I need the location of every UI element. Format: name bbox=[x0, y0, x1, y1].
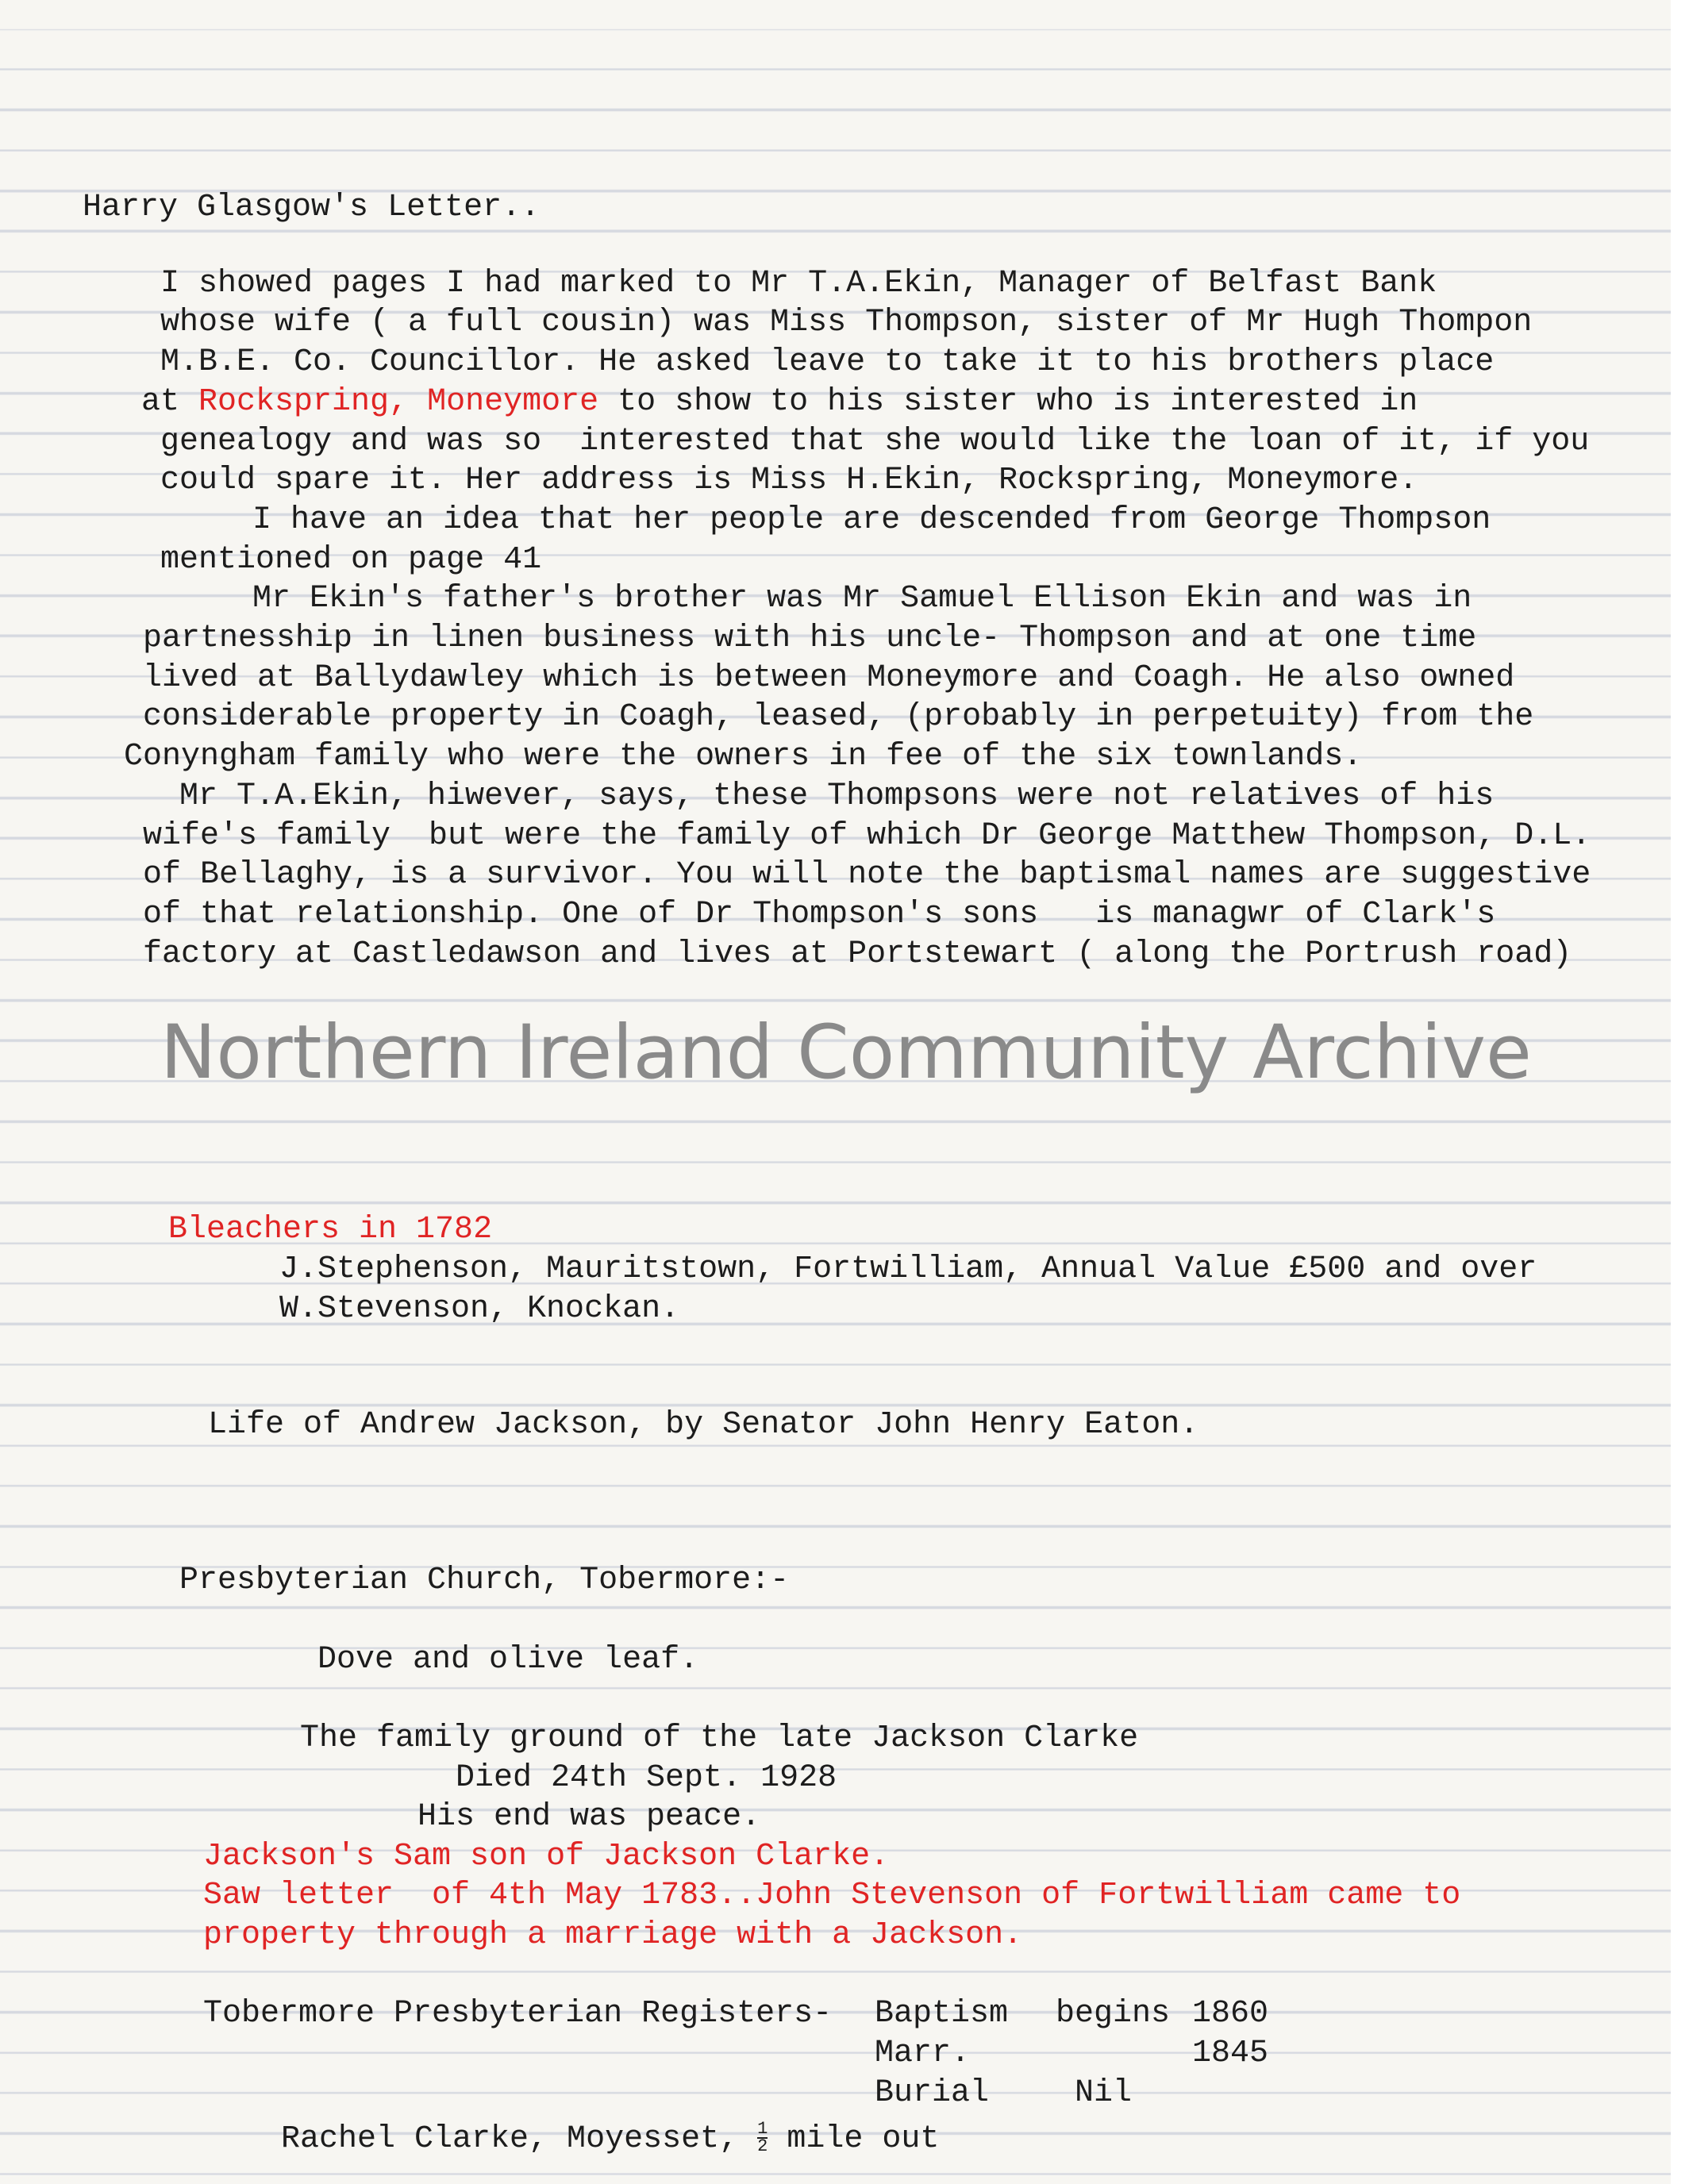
letter-line: of that relationship. One of Dr Thompson's sons is managwr of Clark's bbox=[143, 897, 1496, 932]
letter-line: M.B.E. Co. Councillor. He asked leave to take it to his brothers place bbox=[160, 344, 1495, 380]
letter-line: of Bellaghy, is a survivor. You will note the baptismal names are suggestive bbox=[143, 857, 1591, 893]
life-of-jackson-note: Life of Andrew Jackson, by Senator John Henry Eaton. bbox=[208, 1407, 1199, 1443]
bleachers-heading: Bleachers in 1782 bbox=[168, 1212, 493, 1248]
letter-line: whose wife ( a full cousin) was Miss Thompson, sister of Mr Hugh Thompon bbox=[160, 305, 1533, 340]
letter-line: lived at Ballydawley which is between Moneymore and Coagh. He also owned bbox=[143, 660, 1515, 696]
bleacher-entry: J.Stephenson, Mauritstown, Fortwilliam, Annual Value £500 and over bbox=[279, 1252, 1537, 1287]
footer-text: mile out bbox=[768, 2121, 940, 2157]
letter-line: considerable property in Coagh, leased, (probably in perpetuity) from the bbox=[143, 699, 1534, 735]
letter-line-text: to show to his sister who is interested in bbox=[598, 384, 1418, 420]
register-year: 1845 bbox=[1192, 2036, 1269, 2071]
page-title: Harry Glasgow's Letter.. bbox=[83, 190, 541, 225]
register-kind: Baptism bbox=[875, 1996, 1009, 2032]
letter-line: could spare it. Her address is Miss H.Ekin, Rockspring, Moneymore. bbox=[160, 463, 1418, 498]
letter-line: Conyngham family who were the owners in fee of the six townlands. bbox=[124, 739, 1363, 775]
letter-line: genealogy and was so interested that she would like the loan of it, if you bbox=[160, 424, 1590, 459]
letter-line: I showed pages I had marked to Mr T.A.Ekin, Manager of Belfast Bank bbox=[160, 266, 1437, 302]
inscription-line: Died 24th Sept. 1928 bbox=[456, 1760, 837, 1796]
scan-margin bbox=[1671, 0, 1689, 2184]
location-highlight: Rockspring, Moneymore bbox=[198, 384, 599, 420]
inscription-line: His end was peace. bbox=[417, 1799, 761, 1835]
church-heading: Presbyterian Church, Tobermore:- bbox=[179, 1563, 790, 1598]
red-note: property through a marriage with a Jackson. bbox=[203, 1917, 1023, 1953]
church-emblem: Dove and olive leaf. bbox=[317, 1642, 699, 1678]
letter-line: mentioned on page 41 bbox=[160, 542, 542, 578]
letter-line: wife's family but were the family of which Dr George Matthew Thompson, D.L. bbox=[143, 818, 1591, 854]
letter-line: factory at Castledawson and lives at Portstewart ( along the Portrush road) bbox=[143, 936, 1572, 972]
red-note: Saw letter of 4th May 1783..John Stevenson of Fortwilliam came to bbox=[203, 1878, 1461, 1913]
letter-line: I have an idea that her people are descended from George Thompson bbox=[252, 502, 1491, 538]
half-fraction: $\frac{1}{2}$ bbox=[757, 2119, 768, 2157]
register-kind: Marr. bbox=[875, 2036, 971, 2071]
red-note: Jackson's Sam son of Jackson Clarke. bbox=[203, 1839, 890, 1874]
register-note: Nil bbox=[1075, 2075, 1133, 2111]
letter-line: partnesship in linen business with his uncle- Thompson and at one time bbox=[143, 621, 1477, 656]
footer-text: Rachel Clarke, Moyesset, bbox=[281, 2121, 758, 2157]
letter-line: Mr T.A.Ekin, hiwever, says, these Thompsons were not relatives of his bbox=[179, 779, 1495, 814]
letter-line: Mr Ekin's father's brother was Mr Samuel Ellison Ekin and was in bbox=[252, 581, 1472, 617]
register-kind: Burial bbox=[875, 2075, 990, 2111]
footer-line bbox=[281, 2121, 939, 2159]
register-note: begins bbox=[1056, 1996, 1171, 2032]
register-year: 1860 bbox=[1192, 1996, 1269, 2032]
registers-label: Tobermore Presbyterian Registers- bbox=[203, 1996, 833, 2032]
bleacher-entry: W.Stevenson, Knockan. bbox=[279, 1291, 680, 1327]
letter-line-location bbox=[141, 383, 1418, 421]
letter-line-text: at bbox=[141, 384, 199, 420]
archive-watermark: Northern Ireland Community Archive bbox=[160, 1009, 1532, 1096]
inscription-line: The family ground of the late Jackson Clarke bbox=[300, 1721, 1139, 1756]
